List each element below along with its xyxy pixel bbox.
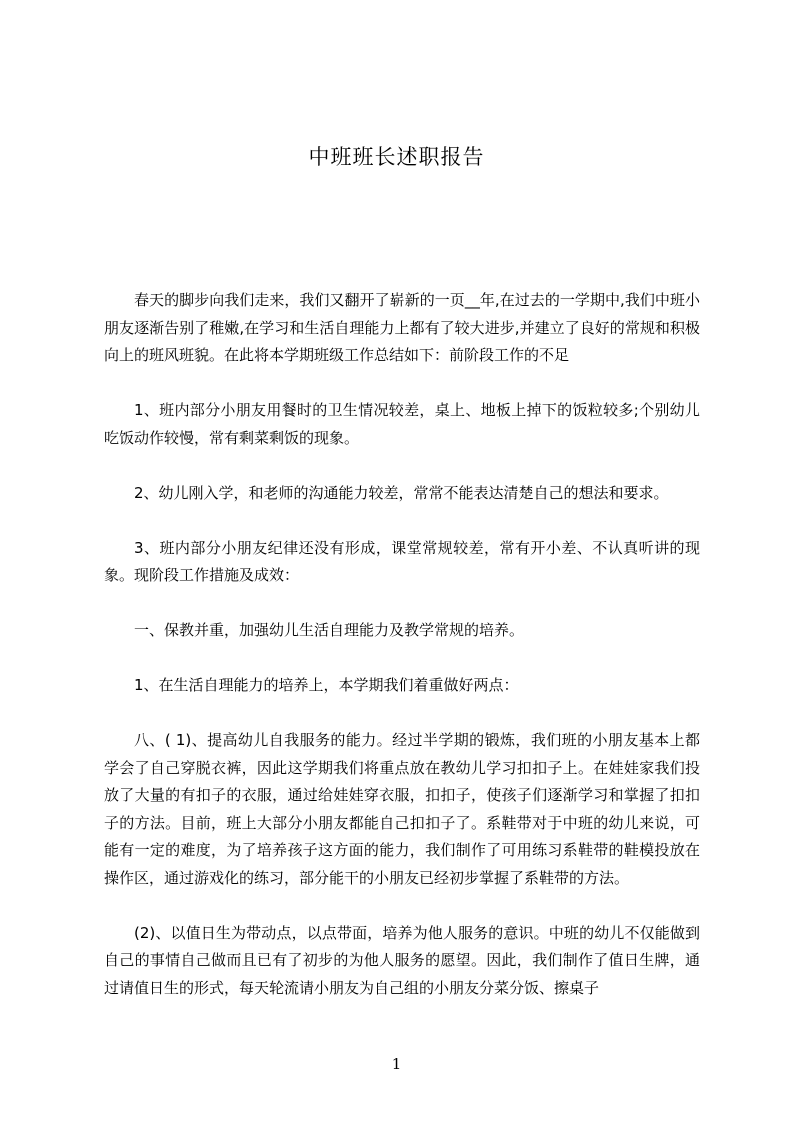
paragraph-intro: 春天的脚步向我们走来，我们又翻开了崭新的一页__年,在过去的一学期中,我们中班小朋友逐渐告别了稚嫩,在学习和生活自理能力上都有了较大进步,并建立了良好的常规和积极向上的班风班貌。在此将本学期班级工作总结如下：前阶段工作的不足 <box>104 291 700 364</box>
document-body <box>104 287 700 1002</box>
paragraph-self-service: 八、( 1)、提高幼儿自我服务的能力。经过半学期的锻炼，我们班的小朋友基本上都学会了自己穿脱衣裤，因此这学期我们将重点放在教幼儿学习扣扣子上。在娃娃家我们投放了大量的有扣子的衣服，通过给娃娃穿衣服，扣扣子，使孩子们逐渐学习和掌握了扣扣子的方法。目前，班上大部分小朋友都能自己扣扣子了。系鞋带对于中班的幼儿来说，可能有一定的难度，为了培养孩子这方面的能力，我们制作了可用练习系鞋带的鞋模投放在操作区，通过游戏化的练习，部分能干的小朋友已经初步掌握了系鞋带的方法。 <box>104 731 700 887</box>
paragraph-item-1: 1、班内部分小朋友用餐时的卫生情况较差，桌上、地板上掉下的饭粒较多;个别幼儿吃饭动作较慢，常有剩菜剩饭的现象。 <box>104 401 700 447</box>
paragraph-duty-student: (2)、以值日生为带动点，以点带面，培养为他人服务的意识。中班的幼儿不仅能做到自己的事情自己做而且已有了初步的为他人服务的愿望。因此，我们制作了值日生牌，通过请值日生的形式，每天轮流请小朋友为自己组的小朋友分菜分饭、擦桌子 <box>104 923 700 997</box>
page-number: 1 <box>391 1055 402 1073</box>
paragraph-item-2: 2、幼儿刚入学，和老师的沟通能力较差，常常不能表达清楚自己的想法和要求。 <box>134 483 669 502</box>
paragraph-section-1: 一、保教并重，加强幼儿生活自理能力及教学常规的培养。 <box>134 621 525 639</box>
document-title: 中班班长述职报告 <box>308 145 485 169</box>
paragraph-item-3: 3、班内部分小朋友纪律还没有形成，课堂常规较差，常有开小差、不认真听讲的现象。现阶段工作措施及成效： <box>104 538 700 584</box>
paragraph-subsection-1: 1、在生活自理能力的培养上，本学期我们着重做好两点： <box>134 676 519 694</box>
